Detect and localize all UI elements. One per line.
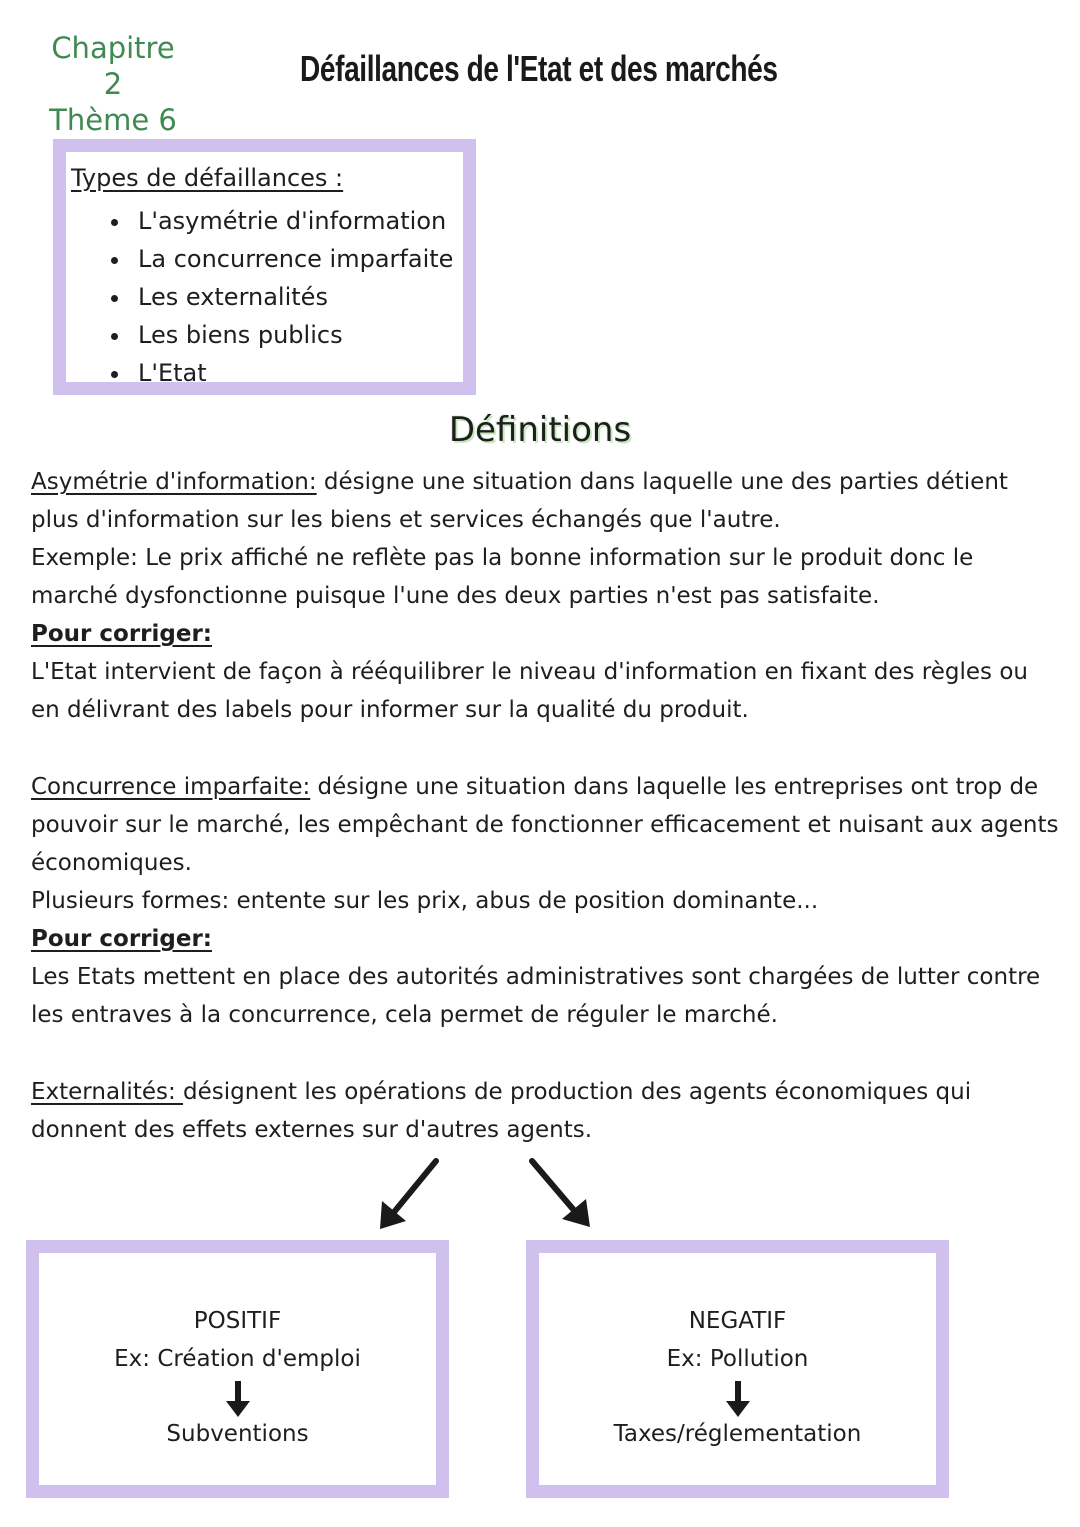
competition-fix-label: Pour corriger: xyxy=(31,926,212,952)
failure-types-box xyxy=(53,139,476,395)
asymmetry-section xyxy=(31,463,1061,729)
competition-section xyxy=(31,768,1061,1034)
failure-types-heading: Types de défaillances : xyxy=(71,164,344,192)
list-item: • Les biens publics xyxy=(132,316,453,354)
asymmetry-fix-label: Pour corriger: xyxy=(31,621,212,647)
externalities-term: Externalités: xyxy=(31,1079,184,1105)
theme-number: Thème 6 xyxy=(49,103,177,137)
failure-types-list xyxy=(114,202,453,392)
page-title: Défaillances de l'Etat et des marchés xyxy=(300,48,778,89)
asymmetry-example: Exemple: Le prix affiché ne reflète pas la bonne information sur le produit donc le marché dysfonctionne puisque l'une des deux parties n'est pas satisfaite. xyxy=(31,545,974,609)
competition-fix: Les Etats mettent en place des autorités administratives sont chargées de lutter contre les entraves à la concurrence, cela permet de réguler le marché. xyxy=(31,964,1041,1028)
externalities-section xyxy=(31,1073,1061,1149)
asymmetry-term: Asymétrie d'information: xyxy=(31,469,317,495)
competition-forms: Plusieurs formes: entente sur les prix, abus de position dominante... xyxy=(31,888,819,914)
arrow-down-right-icon xyxy=(520,1155,600,1235)
list-item: • Les externalités xyxy=(132,278,453,316)
arrow-down-left-icon xyxy=(372,1155,448,1235)
list-item: • L'asymétrie d'information xyxy=(132,202,453,240)
positive-externality-box xyxy=(26,1240,449,1498)
positive-result: Subventions xyxy=(166,1421,309,1447)
competition-definition: désigne une situation dans laquelle les entreprises ont trop de pouvoir sur le marché, les empêchant de fonctionner efficacement et nuisant aux agents économiques. xyxy=(31,774,1059,876)
arrow-down-icon xyxy=(224,1379,252,1419)
positive-label: POSITIF xyxy=(193,1308,282,1334)
negative-externality-box xyxy=(526,1240,949,1498)
list-item: • L'Etat xyxy=(132,354,453,392)
negative-example: Ex: Pollution xyxy=(666,1346,809,1372)
asymmetry-definition: désigne une situation dans laquelle une des parties détient plus d'information sur les biens et services échangés que l'autre. xyxy=(31,469,1008,533)
asymmetry-fix: L'Etat intervient de façon à rééquilibrer le niveau d'information en fixant des règles ou en délivrant des labels pour informer sur la qualité du produit. xyxy=(31,659,1028,723)
chapter-label xyxy=(38,30,188,138)
list-item: • La concurrence imparfaite xyxy=(132,240,453,278)
positive-example: Ex: Création d'emploi xyxy=(114,1346,361,1372)
chapter-number: Chapitre 2 xyxy=(51,31,175,101)
competition-term: Concurrence imparfaite: xyxy=(31,774,311,800)
negative-result: Taxes/réglementation xyxy=(613,1421,862,1447)
definitions-heading: Définitions xyxy=(448,410,632,450)
negative-label: NEGATIF xyxy=(688,1308,787,1334)
arrow-down-icon xyxy=(724,1379,752,1419)
externalities-definition: désignent les opérations de production des agents économiques qui donnent des effets externes sur d'autres agents. xyxy=(31,1079,972,1143)
